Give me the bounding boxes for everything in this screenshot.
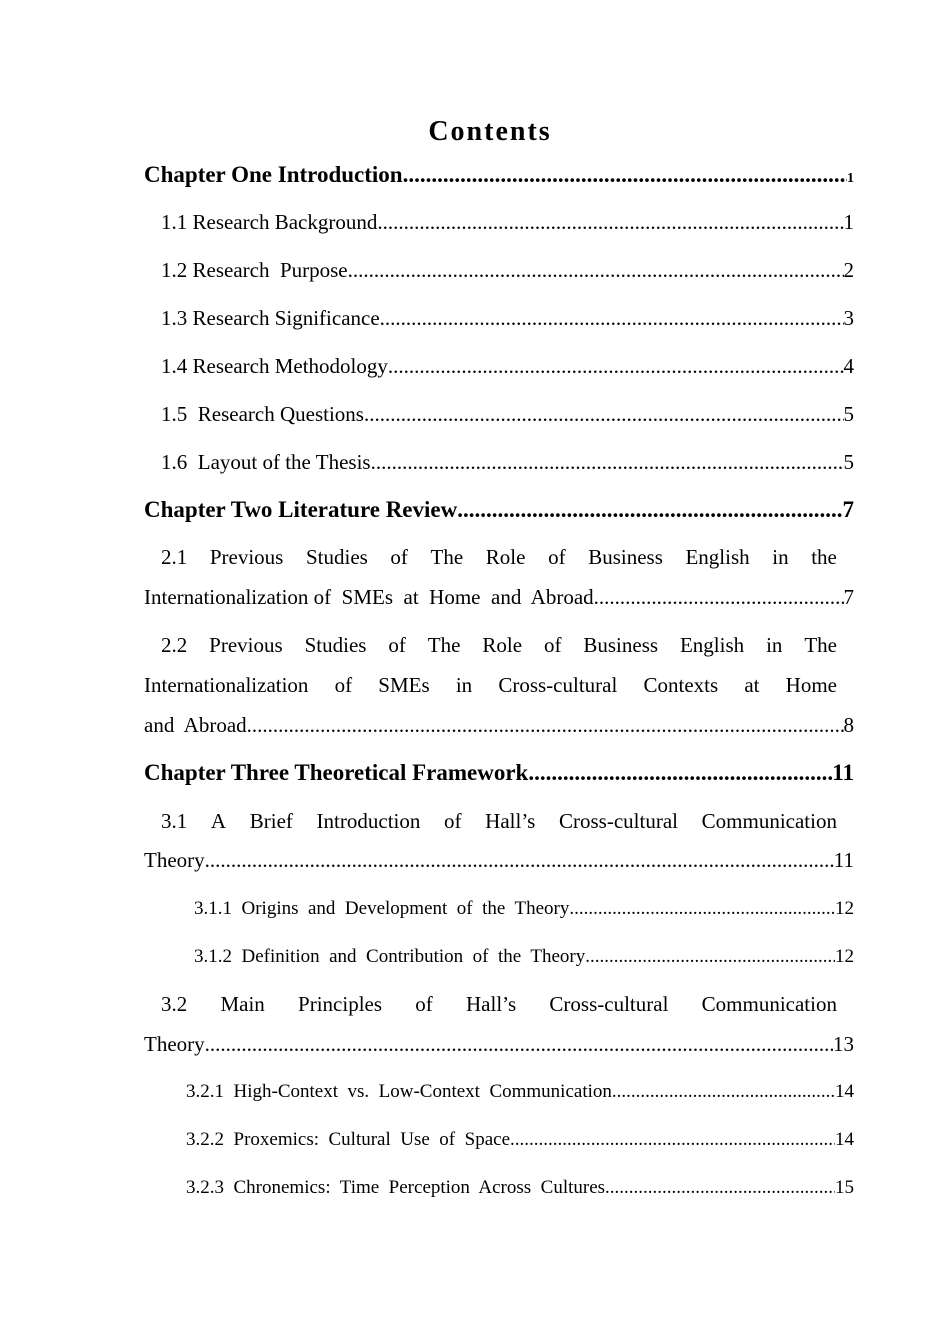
toc-entry-text: and Abroad <box>144 713 247 737</box>
toc-entry-1-5 <box>161 402 854 427</box>
toc-word: of <box>444 809 462 833</box>
toc-leader-dots <box>205 848 834 873</box>
toc-entry-1-4 <box>161 354 854 379</box>
toc-entry-text: 1.5 Research Questions <box>161 402 364 426</box>
toc-page-number: 4 <box>843 354 854 378</box>
toc-leader-dots <box>510 1129 835 1151</box>
toc-entry-2-2-line1 <box>161 633 837 658</box>
toc-word: Cross-cultural <box>559 809 678 833</box>
toc-word: Role <box>485 545 526 569</box>
toc-entry-1-3 <box>161 306 854 331</box>
toc-leader-dots <box>569 898 835 920</box>
toc-word: Internationalization <box>144 673 309 697</box>
toc-entry-chapter-three <box>144 760 854 786</box>
toc-entry-1-1 <box>161 210 854 235</box>
toc-entry-chapter-two <box>144 497 854 523</box>
toc-word: of <box>548 545 566 569</box>
toc-leader-dots <box>605 1177 835 1199</box>
toc-word: Previous <box>209 633 283 657</box>
toc-entry-text: 1.6 Layout of the Thesis <box>161 450 371 474</box>
toc-word: Business <box>588 545 663 569</box>
toc-leader-dots <box>388 354 844 379</box>
toc-word: of <box>543 633 562 657</box>
toc-page-number: 3 <box>843 306 854 330</box>
toc-page-number: 11 <box>832 760 854 785</box>
toc-word: in <box>455 673 473 697</box>
page-title: Contents <box>428 116 552 147</box>
toc-page-number: 1 <box>843 210 854 234</box>
toc-page-number: 1 <box>847 171 854 186</box>
toc-word: 2.2 <box>161 633 188 657</box>
toc-entry-text: 3.1.1 Origins and Development of the Theory <box>194 898 570 919</box>
toc-word: Studies <box>304 633 367 657</box>
toc-word: in <box>766 633 783 657</box>
toc-entry-2-2-line3 <box>144 713 854 738</box>
toc-entry-1-6 <box>161 450 854 475</box>
toc-leader-dots <box>247 713 844 738</box>
toc-leader-dots <box>377 210 843 235</box>
toc-entry-2-1-line1 <box>161 545 837 570</box>
toc-word: Studies <box>305 545 368 569</box>
toc-leader-dots <box>371 450 844 475</box>
toc-word: 2.1 <box>161 545 188 569</box>
toc-entry-text: 3.2.3 Chronemics: Time Perception Across Cultures <box>186 1177 606 1198</box>
toc-word: Hall’s <box>485 809 536 833</box>
toc-leader-dots <box>364 402 844 427</box>
toc-entry-text: Theory <box>144 848 205 872</box>
toc-entry-3-1-line2 <box>144 848 854 873</box>
toc-entry-3-2-2 <box>186 1129 854 1151</box>
toc-word: of <box>388 633 406 657</box>
toc-entry-chapter-one <box>144 162 854 188</box>
toc-entry-2-1-line2 <box>144 585 854 610</box>
toc-leader-dots <box>403 162 847 188</box>
toc-word: SMEs <box>378 673 430 697</box>
toc-entry-text: 3.2.2 Proxemics: Cultural Use of Space <box>186 1129 511 1150</box>
toc-leader-dots <box>528 760 832 786</box>
toc-word: The <box>430 545 464 569</box>
toc-leader-dots <box>594 585 844 610</box>
toc-leader-dots <box>457 497 842 523</box>
toc-leader-dots <box>585 946 835 968</box>
toc-entry-3-1-1 <box>194 898 854 920</box>
toc-entry-text: Chapter Three Theoretical Framework <box>144 760 529 785</box>
toc-word: English <box>685 545 750 569</box>
toc-page-number: 5 <box>843 402 854 426</box>
toc-entry-text: Chapter One Introduction <box>144 162 403 187</box>
toc-page-number: 12 <box>835 898 854 919</box>
toc-entry-text: 1.3 Research Significance <box>161 306 380 330</box>
toc-entry-1-2 <box>161 258 854 283</box>
toc-word: of <box>390 545 408 569</box>
toc-entry-3-2-3 <box>186 1177 854 1199</box>
toc-word: Cross-cultural <box>498 673 618 697</box>
toc-entry-3-1-2 <box>194 946 854 968</box>
toc-word: of <box>334 673 353 697</box>
toc-entry-2-2-line2 <box>144 673 837 698</box>
toc-entry-3-2-line1 <box>161 992 837 1017</box>
toc-word: 3.1 <box>161 809 188 833</box>
toc-entry-text: 1.4 Research Methodology <box>161 354 388 378</box>
toc-entry-text: Chapter Two Literature Review <box>144 497 458 522</box>
toc-page-number: 14 <box>835 1081 854 1102</box>
toc-word: the <box>811 545 837 569</box>
toc-page-number: 15 <box>835 1177 854 1198</box>
toc-page-number: 8 <box>843 713 854 737</box>
toc-entry-text: 3.1.2 Definition and Contribution of the Theory <box>194 946 586 967</box>
toc-leader-dots <box>380 306 844 331</box>
toc-word: Role <box>482 633 523 657</box>
toc-word: Cross-cultural <box>549 992 669 1016</box>
toc-word: Hall’s <box>466 992 517 1016</box>
toc-word: Main <box>220 992 265 1016</box>
toc-word: English <box>679 633 745 657</box>
toc-word: A <box>210 809 227 833</box>
toc-word: Business <box>583 633 659 657</box>
toc-page-number: 14 <box>835 1129 854 1150</box>
toc-entry-3-1-line1 <box>161 809 837 834</box>
toc-page-number: 11 <box>833 848 854 872</box>
toc-entry-text: 1.1 Research Background <box>161 210 378 234</box>
toc-word: The <box>427 633 461 657</box>
toc-word: at <box>744 673 760 697</box>
toc-page-number: 7 <box>843 585 854 609</box>
toc-entry-3-2-1 <box>186 1081 854 1103</box>
toc-entry-text: 3.2.1 High-Context vs. Low-Context Communication <box>186 1081 612 1102</box>
toc-word: of <box>415 992 433 1016</box>
toc-word: Home <box>785 673 837 697</box>
toc-word: Introduction <box>316 809 421 833</box>
toc-page-number: 5 <box>843 450 854 474</box>
toc-leader-dots <box>612 1081 835 1103</box>
toc-word: Contexts <box>643 673 719 697</box>
toc-entry-3-2-line2 <box>144 1032 854 1057</box>
toc-word: The <box>804 633 837 657</box>
toc-word: in <box>772 545 789 569</box>
toc-page-number: 13 <box>833 1032 854 1056</box>
toc-leader-dots <box>348 258 844 283</box>
toc-entry-text: Theory <box>144 1032 205 1056</box>
toc-page-number: 7 <box>842 497 854 522</box>
toc-word: Communication <box>701 809 837 833</box>
toc-word: Principles <box>298 992 383 1016</box>
toc-leader-dots <box>205 1032 833 1057</box>
toc-word: 3.2 <box>161 992 188 1016</box>
toc-page-number: 2 <box>843 258 854 282</box>
toc-word: Brief <box>249 809 293 833</box>
toc-entry-text: 1.2 Research Purpose <box>161 258 348 282</box>
toc-page-number: 12 <box>835 946 854 967</box>
toc-word: Previous <box>209 545 284 569</box>
toc-entry-text: Internationalization of SMEs at Home and Abroad <box>144 585 594 609</box>
toc-word: Communication <box>701 992 837 1016</box>
